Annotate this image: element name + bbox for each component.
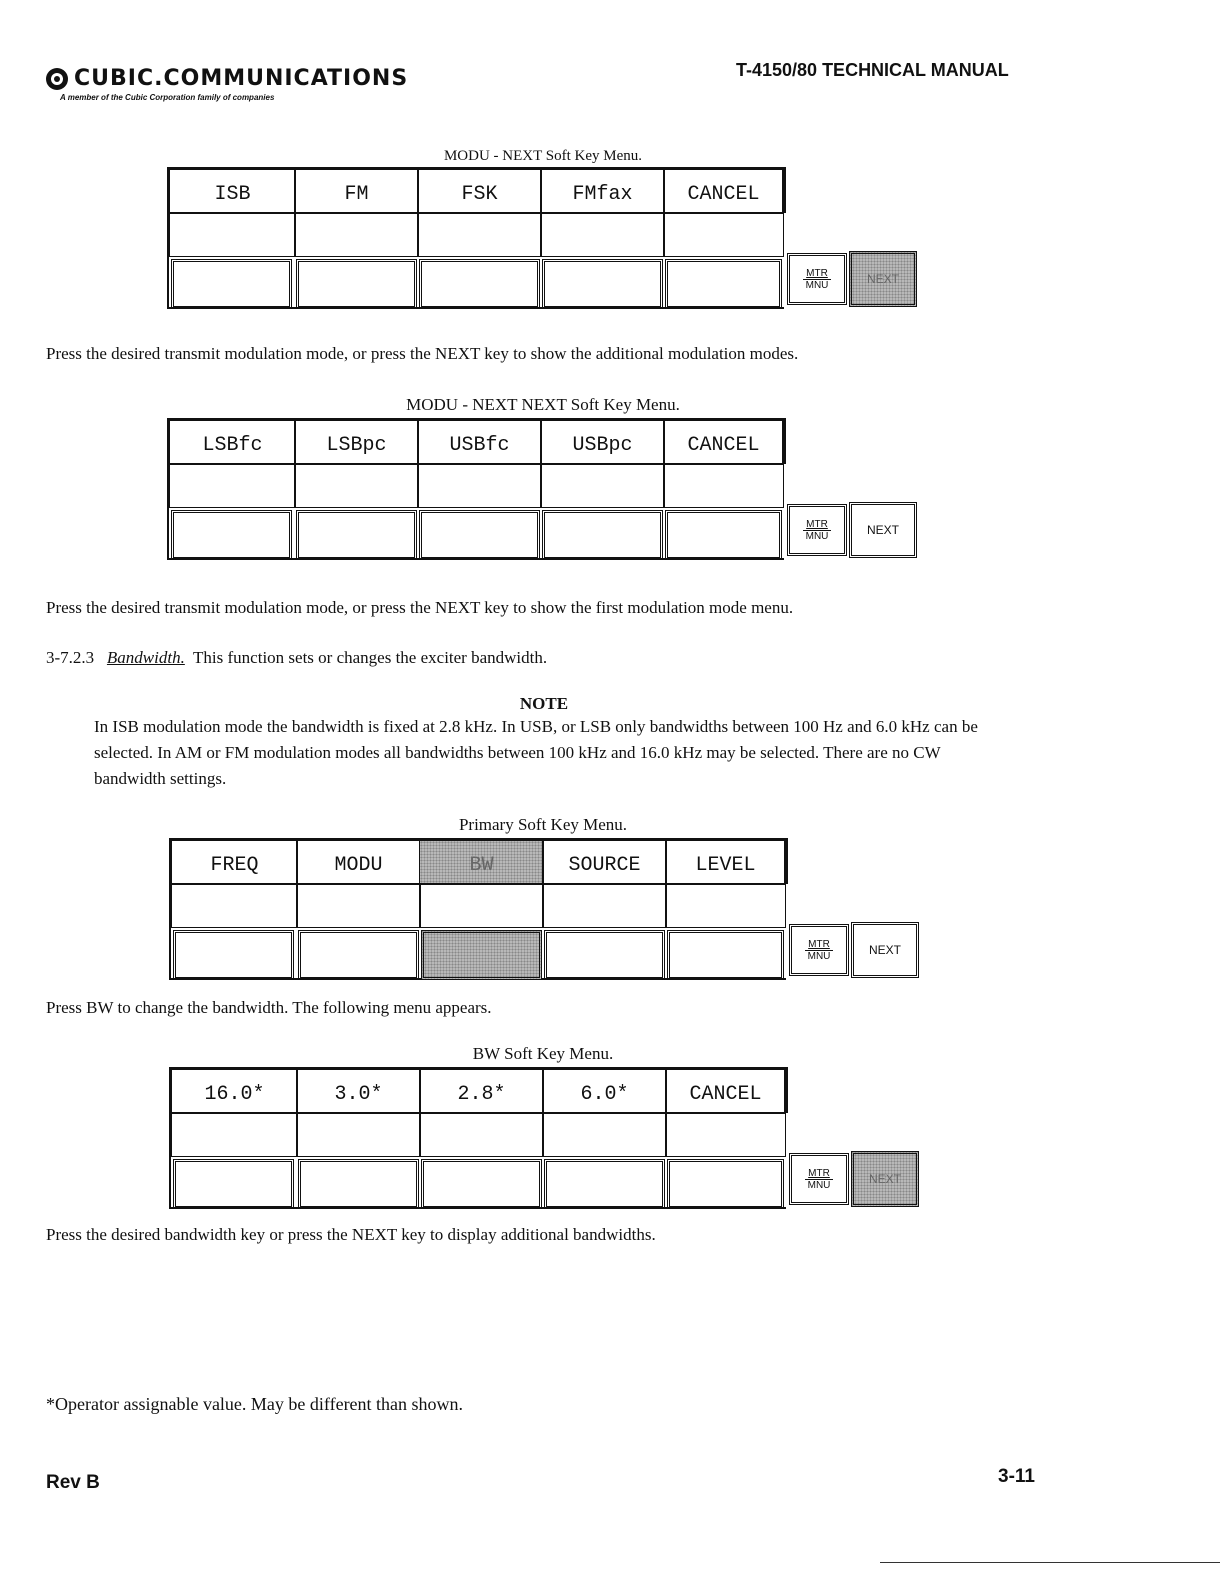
menu4-blank-cell xyxy=(171,1113,298,1157)
menu3-key-2[interactable] xyxy=(296,840,421,884)
mtr-label: MTR xyxy=(808,938,830,950)
instruction-text-2: Press the desired transmit modulation mode, or press the NEXT key to show the first modulation mode menu. xyxy=(46,598,794,617)
bottom-rule xyxy=(880,1562,1220,1563)
menu4-soft-key-button[interactable] xyxy=(544,1159,665,1209)
mnu-label: MNU xyxy=(803,530,832,542)
menu4-key-5[interactable] xyxy=(665,1069,786,1113)
menu1-soft-key-menu xyxy=(167,167,927,313)
menu2-blank-cell xyxy=(169,464,296,508)
menu1-next-button[interactable] xyxy=(849,251,917,307)
mnu-label: MNU xyxy=(803,279,832,291)
menu2-blank-cell xyxy=(294,464,419,508)
menu2-key-5[interactable] xyxy=(663,420,784,464)
menu1-blank-cell xyxy=(663,213,784,257)
menu1-caption: MODU - NEXT Soft Key Menu. xyxy=(443,148,643,164)
menu3-key-5[interactable] xyxy=(665,840,786,884)
menu1-key-2-label: FM xyxy=(344,182,369,206)
instruction-text-1: Press the desired transmit modulation mode, or press the NEXT key to show the additional modulation modes. xyxy=(46,344,799,363)
menu2-key-1[interactable] xyxy=(169,420,296,464)
menu4-key-3-label: 2.8* xyxy=(457,1082,506,1106)
menu1-key-3-label: FSK xyxy=(461,182,498,206)
instruction-text-3: Press BW to change the bandwidth. The following menu appears. xyxy=(46,998,492,1017)
menu1-blank-cell xyxy=(540,213,665,257)
menu2-next-button[interactable] xyxy=(849,502,917,558)
section-text: This function sets or changes the exciter bandwidth. xyxy=(193,648,548,667)
menu4-key-4[interactable] xyxy=(542,1069,667,1113)
menu1-blank-cell xyxy=(169,213,296,257)
menu1-key-1-label: ISB xyxy=(214,182,251,206)
menu4-blank-cell xyxy=(542,1113,667,1157)
mtr-label: MTR xyxy=(806,267,828,279)
menu4-blank-cell xyxy=(296,1113,421,1157)
menu3-grid xyxy=(169,838,786,980)
menu3-meter-menu-button[interactable] xyxy=(789,924,849,976)
menu4-blank-cell xyxy=(419,1113,544,1157)
menu2-key-2[interactable] xyxy=(294,420,419,464)
menu4-meter-menu-button[interactable] xyxy=(789,1153,849,1205)
revision-label: Rev B xyxy=(46,1472,100,1493)
menu3-soft-key-button[interactable] xyxy=(544,930,665,980)
manual-title: T-4150/80 TECHNICAL MANUAL xyxy=(736,60,1009,80)
company-name: CUBIC.COMMUNICATIONS xyxy=(74,66,409,91)
menu3-divider xyxy=(784,838,788,884)
page-number: 3-11 xyxy=(998,1466,1035,1487)
menu2-soft-key-button[interactable] xyxy=(296,510,417,560)
footnote: *Operator assignable value. May be different than shown. xyxy=(46,1394,464,1414)
menu2-key-2-label: LSBpc xyxy=(326,433,387,457)
menu4-soft-key-menu xyxy=(169,1067,929,1213)
menu2-soft-key-button[interactable] xyxy=(665,510,782,560)
mtr-label: MTR xyxy=(806,518,828,530)
menu3-soft-key-button[interactable] xyxy=(298,930,419,980)
section-heading xyxy=(46,648,547,668)
menu3-key-1[interactable] xyxy=(171,840,298,884)
menu1-soft-key-button[interactable] xyxy=(542,259,663,309)
menu1-key-5-label: CANCEL xyxy=(687,182,760,206)
company-tagline: A member of the Cubic Corporation family of companies xyxy=(60,93,275,102)
menu1-soft-key-button[interactable] xyxy=(665,259,782,309)
menu4-key-3[interactable] xyxy=(419,1069,544,1113)
menu3-soft-key-button[interactable] xyxy=(667,930,784,980)
menu1-key-4-label: FMfax xyxy=(572,182,633,206)
menu2-blank-cell xyxy=(417,464,542,508)
menu3-key-1-label: FREQ xyxy=(210,853,259,877)
menu3-soft-key-button-selected[interactable] xyxy=(421,930,542,980)
menu3-soft-key-button[interactable] xyxy=(173,930,294,980)
mnu-label: MNU xyxy=(805,1179,834,1191)
menu1-key-4[interactable] xyxy=(540,169,665,213)
menu4-soft-key-button[interactable] xyxy=(421,1159,542,1209)
menu3-key-3-selected[interactable] xyxy=(419,840,544,884)
menu4-divider xyxy=(784,1067,788,1113)
menu2-key-5-label: CANCEL xyxy=(687,433,760,457)
menu4-soft-key-button[interactable] xyxy=(667,1159,784,1209)
menu1-key-5[interactable] xyxy=(663,169,784,213)
menu4-next-button[interactable] xyxy=(851,1151,919,1207)
menu3-blank-cell xyxy=(419,884,544,928)
menu1-blank-cell xyxy=(294,213,419,257)
menu4-key-4-label: 6.0* xyxy=(580,1082,629,1106)
menu1-soft-key-button[interactable] xyxy=(296,259,417,309)
menu3-key-2-label: MODU xyxy=(334,853,383,877)
menu2-key-3-label: USBfc xyxy=(449,433,510,457)
menu2-blank-cell xyxy=(663,464,784,508)
menu3-blank-cell xyxy=(542,884,667,928)
menu1-meter-menu-button[interactable] xyxy=(787,253,847,305)
menu2-soft-key-menu xyxy=(167,418,927,564)
section-number: 3-7.2.3 xyxy=(46,648,95,667)
menu2-divider xyxy=(782,418,786,464)
menu2-grid xyxy=(167,418,784,560)
menu3-blank-cell xyxy=(665,884,786,928)
menu2-key-4[interactable] xyxy=(540,420,665,464)
instruction-text-4: Press the desired bandwidth key or press the NEXT key to display additional bandwidths. xyxy=(46,1225,656,1244)
menu2-soft-key-button[interactable] xyxy=(171,510,292,560)
menu4-key-1[interactable] xyxy=(171,1069,298,1113)
menu3-key-4[interactable] xyxy=(542,840,667,884)
next-label: NEXT xyxy=(866,272,899,286)
mnu-label: MNU xyxy=(805,950,834,962)
menu1-grid xyxy=(167,167,784,309)
menu4-soft-key-button[interactable] xyxy=(298,1159,419,1209)
menu2-blank-cell xyxy=(540,464,665,508)
cubic-logo-icon xyxy=(46,68,68,90)
menu1-blank-cell xyxy=(417,213,542,257)
menu1-key-2[interactable] xyxy=(294,169,419,213)
menu4-soft-key-button[interactable] xyxy=(173,1159,294,1209)
menu2-key-1-label: LSBfc xyxy=(202,433,263,457)
menu3-key-5-label: LEVEL xyxy=(695,853,756,877)
menu2-meter-menu-button[interactable] xyxy=(787,504,847,556)
menu3-caption: Primary Soft Key Menu. xyxy=(458,815,628,834)
menu2-key-4-label: USBpc xyxy=(572,433,633,457)
mtr-label: MTR xyxy=(808,1167,830,1179)
menu1-soft-key-button[interactable] xyxy=(171,259,292,309)
menu3-key-4-label: SOURCE xyxy=(568,853,641,877)
menu4-caption: BW Soft Key Menu. xyxy=(472,1044,614,1063)
menu4-grid xyxy=(169,1067,786,1209)
company-logo xyxy=(46,66,408,102)
note-heading: NOTE xyxy=(519,694,569,713)
next-label: NEXT xyxy=(866,523,899,537)
menu4-key-2-label: 3.0* xyxy=(334,1082,383,1106)
menu3-key-3-label: BW xyxy=(469,853,494,877)
note-body: In ISB modulation mode the bandwidth is fixed at 2.8 kHz. In USB, or LSB only bandwidths between 100 Hz and 6.0 kHz can be selected. In AM or FM modulation modes all bandwidths between 100 kHz and 16.0 kHz may be selected. There are no CW bandwidth settings. xyxy=(94,717,978,788)
menu2-caption: MODU - NEXT NEXT Soft Key Menu. xyxy=(406,395,680,414)
menu1-divider xyxy=(782,167,786,213)
menu3-soft-key-menu xyxy=(169,838,929,984)
menu4-blank-cell xyxy=(665,1113,786,1157)
next-label: NEXT xyxy=(868,1172,901,1186)
next-label: NEXT xyxy=(868,943,901,957)
menu1-key-1[interactable] xyxy=(169,169,296,213)
section-title: Bandwidth. xyxy=(106,648,185,667)
menu2-key-3[interactable] xyxy=(417,420,542,464)
menu3-blank-cell xyxy=(296,884,421,928)
menu4-key-5-label: CANCEL xyxy=(689,1082,762,1106)
menu3-next-button[interactable] xyxy=(851,922,919,978)
menu3-blank-cell xyxy=(171,884,298,928)
menu1-soft-key-button[interactable] xyxy=(419,259,540,309)
menu1-key-3[interactable] xyxy=(417,169,542,213)
menu2-soft-key-button[interactable] xyxy=(542,510,663,560)
menu2-soft-key-button[interactable] xyxy=(419,510,540,560)
menu4-key-1-label: 16.0* xyxy=(204,1082,265,1106)
menu4-key-2[interactable] xyxy=(296,1069,421,1113)
